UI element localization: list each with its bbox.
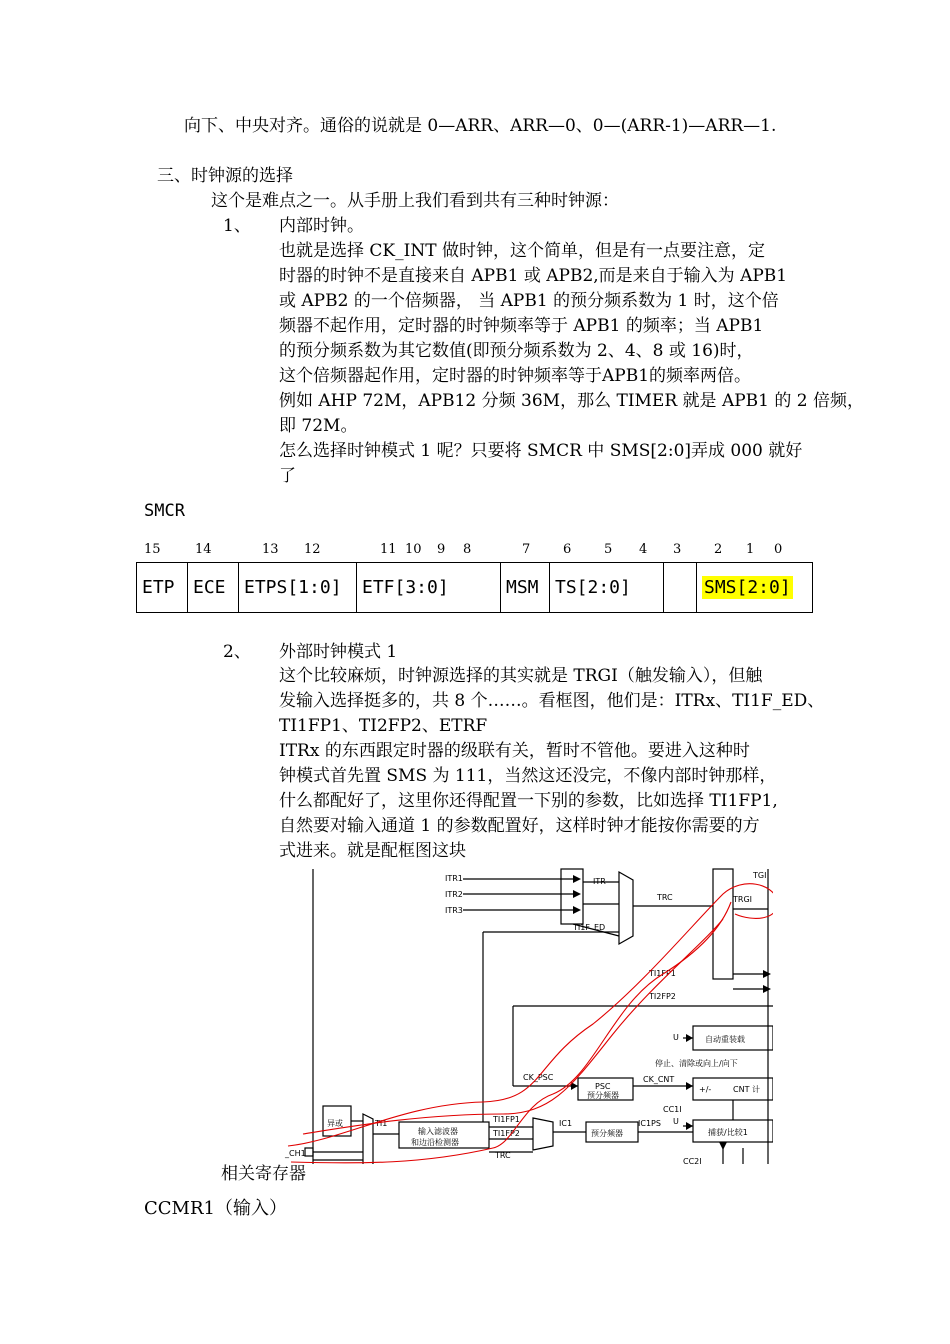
item1-line: 了	[279, 466, 296, 486]
label-auto-reload: 自动重装载	[705, 1035, 745, 1044]
bit-number: 8	[463, 542, 472, 557]
bit-number: 3	[673, 542, 682, 557]
bit-number: 9	[437, 542, 446, 557]
field-ece: ECE	[188, 563, 239, 613]
item1-line: 时器的时钟不是直接来自 APB1 或 APB2,而是来自于输入为 APB1	[279, 266, 788, 286]
field-msm: MSM	[501, 563, 550, 613]
diagram-svg	[283, 864, 773, 1164]
item2-line: 这个比较麻烦，时钟源选择的其实就是 TRGI（触发输入），但触	[279, 666, 763, 686]
item2-line: 发输入选择挺多的，共 8 个……。看框图，他们是：ITRx、TI1F_ED、	[279, 691, 825, 711]
label-cnt: CNT 计	[733, 1085, 760, 1094]
label-psc: PSC	[595, 1082, 611, 1091]
label-ck-psc: CK_PSC	[523, 1073, 554, 1082]
label-ic1: IC1	[559, 1119, 573, 1128]
item2-line: 什么都配好了，这里你还得配置一下别的参数，比如选择 TI1FP1,	[279, 791, 778, 811]
label-plus-minus: +/-	[699, 1085, 712, 1094]
bit-number: 13	[262, 542, 279, 557]
label-itr: ITR	[593, 877, 606, 886]
paragraph-top: 向下、中央对齐。通俗的说就是 0—ARR、ARR—0、0—(ARR-1)—ARR—1.	[184, 116, 777, 136]
bit-number: 4	[639, 542, 648, 557]
label-ti1fp2: TI1FP2	[493, 1129, 520, 1138]
label-tgi: TGI	[753, 871, 767, 880]
item1-line: 的预分频系数为其它数值(即预分频系数为 2、4、8 或 16)时，	[279, 341, 754, 361]
field-etps: ETPS[1:0]	[239, 563, 357, 613]
item1-title: 内部时钟。	[279, 216, 364, 236]
label-trc: TRC	[657, 893, 673, 902]
item2-line: TI1FP1、TI2FP2、ETRF	[279, 716, 488, 736]
item2-line: 钟模式首先置 SMS 为 111，当然这还没完，不像内部时钟那样，	[279, 766, 777, 786]
field-etf: ETF[3:0]	[357, 563, 501, 613]
bit-number: 2	[714, 542, 723, 557]
label-cc1i: CC1I	[663, 1105, 682, 1114]
timer-block-diagram	[283, 864, 773, 1164]
label-prescaler: 预分频器	[591, 1129, 623, 1138]
label-itr2: ITR2	[445, 890, 463, 899]
label-psc-sub: 预分频器	[587, 1091, 619, 1100]
bit-number: 15	[144, 542, 161, 557]
label-filter: 输入滤波器	[418, 1127, 458, 1136]
item1-line: 这个倍频器起作用，定时器的时钟频率等于APB1的频率两倍。	[279, 366, 752, 386]
label-u2: U	[673, 1117, 679, 1126]
label-ti2fp2-a: TI2FP2	[649, 992, 676, 1001]
item2-line: ITRx 的东西跟定时器的级联有关，暂时不管他。要进入这种时	[279, 741, 750, 761]
smcr-register-table	[136, 562, 813, 613]
label-trc2: TRC	[495, 1151, 511, 1160]
label-ti1fp1: TI1FP1	[493, 1115, 520, 1124]
field-etp: ETP	[137, 563, 188, 613]
item1-line: 即 72M。	[279, 416, 358, 436]
bit-number: 6	[563, 542, 572, 557]
bit-number: 5	[604, 542, 613, 557]
ccmr1-label: CCMR1（输入）	[144, 1198, 287, 1219]
label-ti1: TI1	[375, 1119, 388, 1128]
label-trgi: TRGI	[733, 895, 753, 904]
label-ck-cnt: CK_CNT	[643, 1075, 675, 1084]
item1-line: 频器不起作用，定时器的时钟频率等于 APB1 的频率；当 APB1	[279, 316, 764, 336]
label-itr3: ITR3	[445, 906, 463, 915]
intro-text: 这个是难点之一。从手册上我们看到共有三种时钟源：	[211, 191, 619, 211]
label-ic1ps: IC1PS	[638, 1119, 661, 1128]
field-sms	[697, 563, 813, 613]
item1-line: 也就是选择 CK_INT 做时钟，这个简单，但是有一点要注意，定	[279, 241, 765, 261]
bit-number: 0	[774, 542, 783, 557]
item1-number: 1、	[223, 216, 251, 236]
table-row	[137, 563, 813, 613]
label-ti1f-ed: TI1F_ED	[573, 923, 606, 932]
item2-number: 2、	[223, 642, 251, 662]
item1-line: 例如 AHP 72M，APB12 分频 36M，那么 TIMER 就是 APB1 的 2 倍频，	[279, 391, 865, 411]
bit-number: 11	[380, 542, 397, 557]
label-itr1: ITR1	[445, 874, 463, 883]
caption-related-registers: 相关寄存器	[221, 1164, 306, 1184]
label-stop: 停止、清除或向上/向下	[655, 1059, 738, 1068]
bit-number: 7	[522, 542, 531, 557]
label-ch1: _CH1	[285, 1149, 306, 1158]
item1-line: 或 APB2 的一个倍频器， 当 APB1 的预分频系数为 1 时，这个倍	[279, 291, 779, 311]
label-filter-sub: 和边沿检测器	[411, 1138, 459, 1147]
item2-title: 外部时钟模式 1	[279, 642, 398, 662]
bit-number: 1	[746, 542, 755, 557]
bit-number: 14	[195, 542, 212, 557]
smcr-label: SMCR	[144, 501, 185, 521]
field-ts: TS[2:0]	[550, 563, 664, 613]
item2-line: 式进来。就是配框图这块	[279, 841, 466, 861]
label-xor: 异或	[327, 1119, 343, 1128]
field-reserved	[664, 563, 697, 613]
section-title: 三、时钟源的选择	[157, 166, 293, 186]
label-u: U	[673, 1033, 679, 1042]
item1-line: 怎么选择时钟模式 1 呢？只要将 SMCR 中 SMS[2:0]弄成 000 就好	[279, 441, 803, 461]
sms-highlight: SMS[2:0]	[704, 577, 791, 598]
label-ti1fp1-a: TI1FP1	[649, 969, 676, 978]
bit-number: 12	[304, 542, 321, 557]
bit-number: 10	[405, 542, 422, 557]
item2-line: 自然要对输入通道 1 的参数配置好，这样时钟才能按你需要的方	[279, 816, 760, 836]
label-cc2i: CC2I	[683, 1157, 702, 1164]
label-capture: 捕获/比较1	[708, 1128, 748, 1137]
